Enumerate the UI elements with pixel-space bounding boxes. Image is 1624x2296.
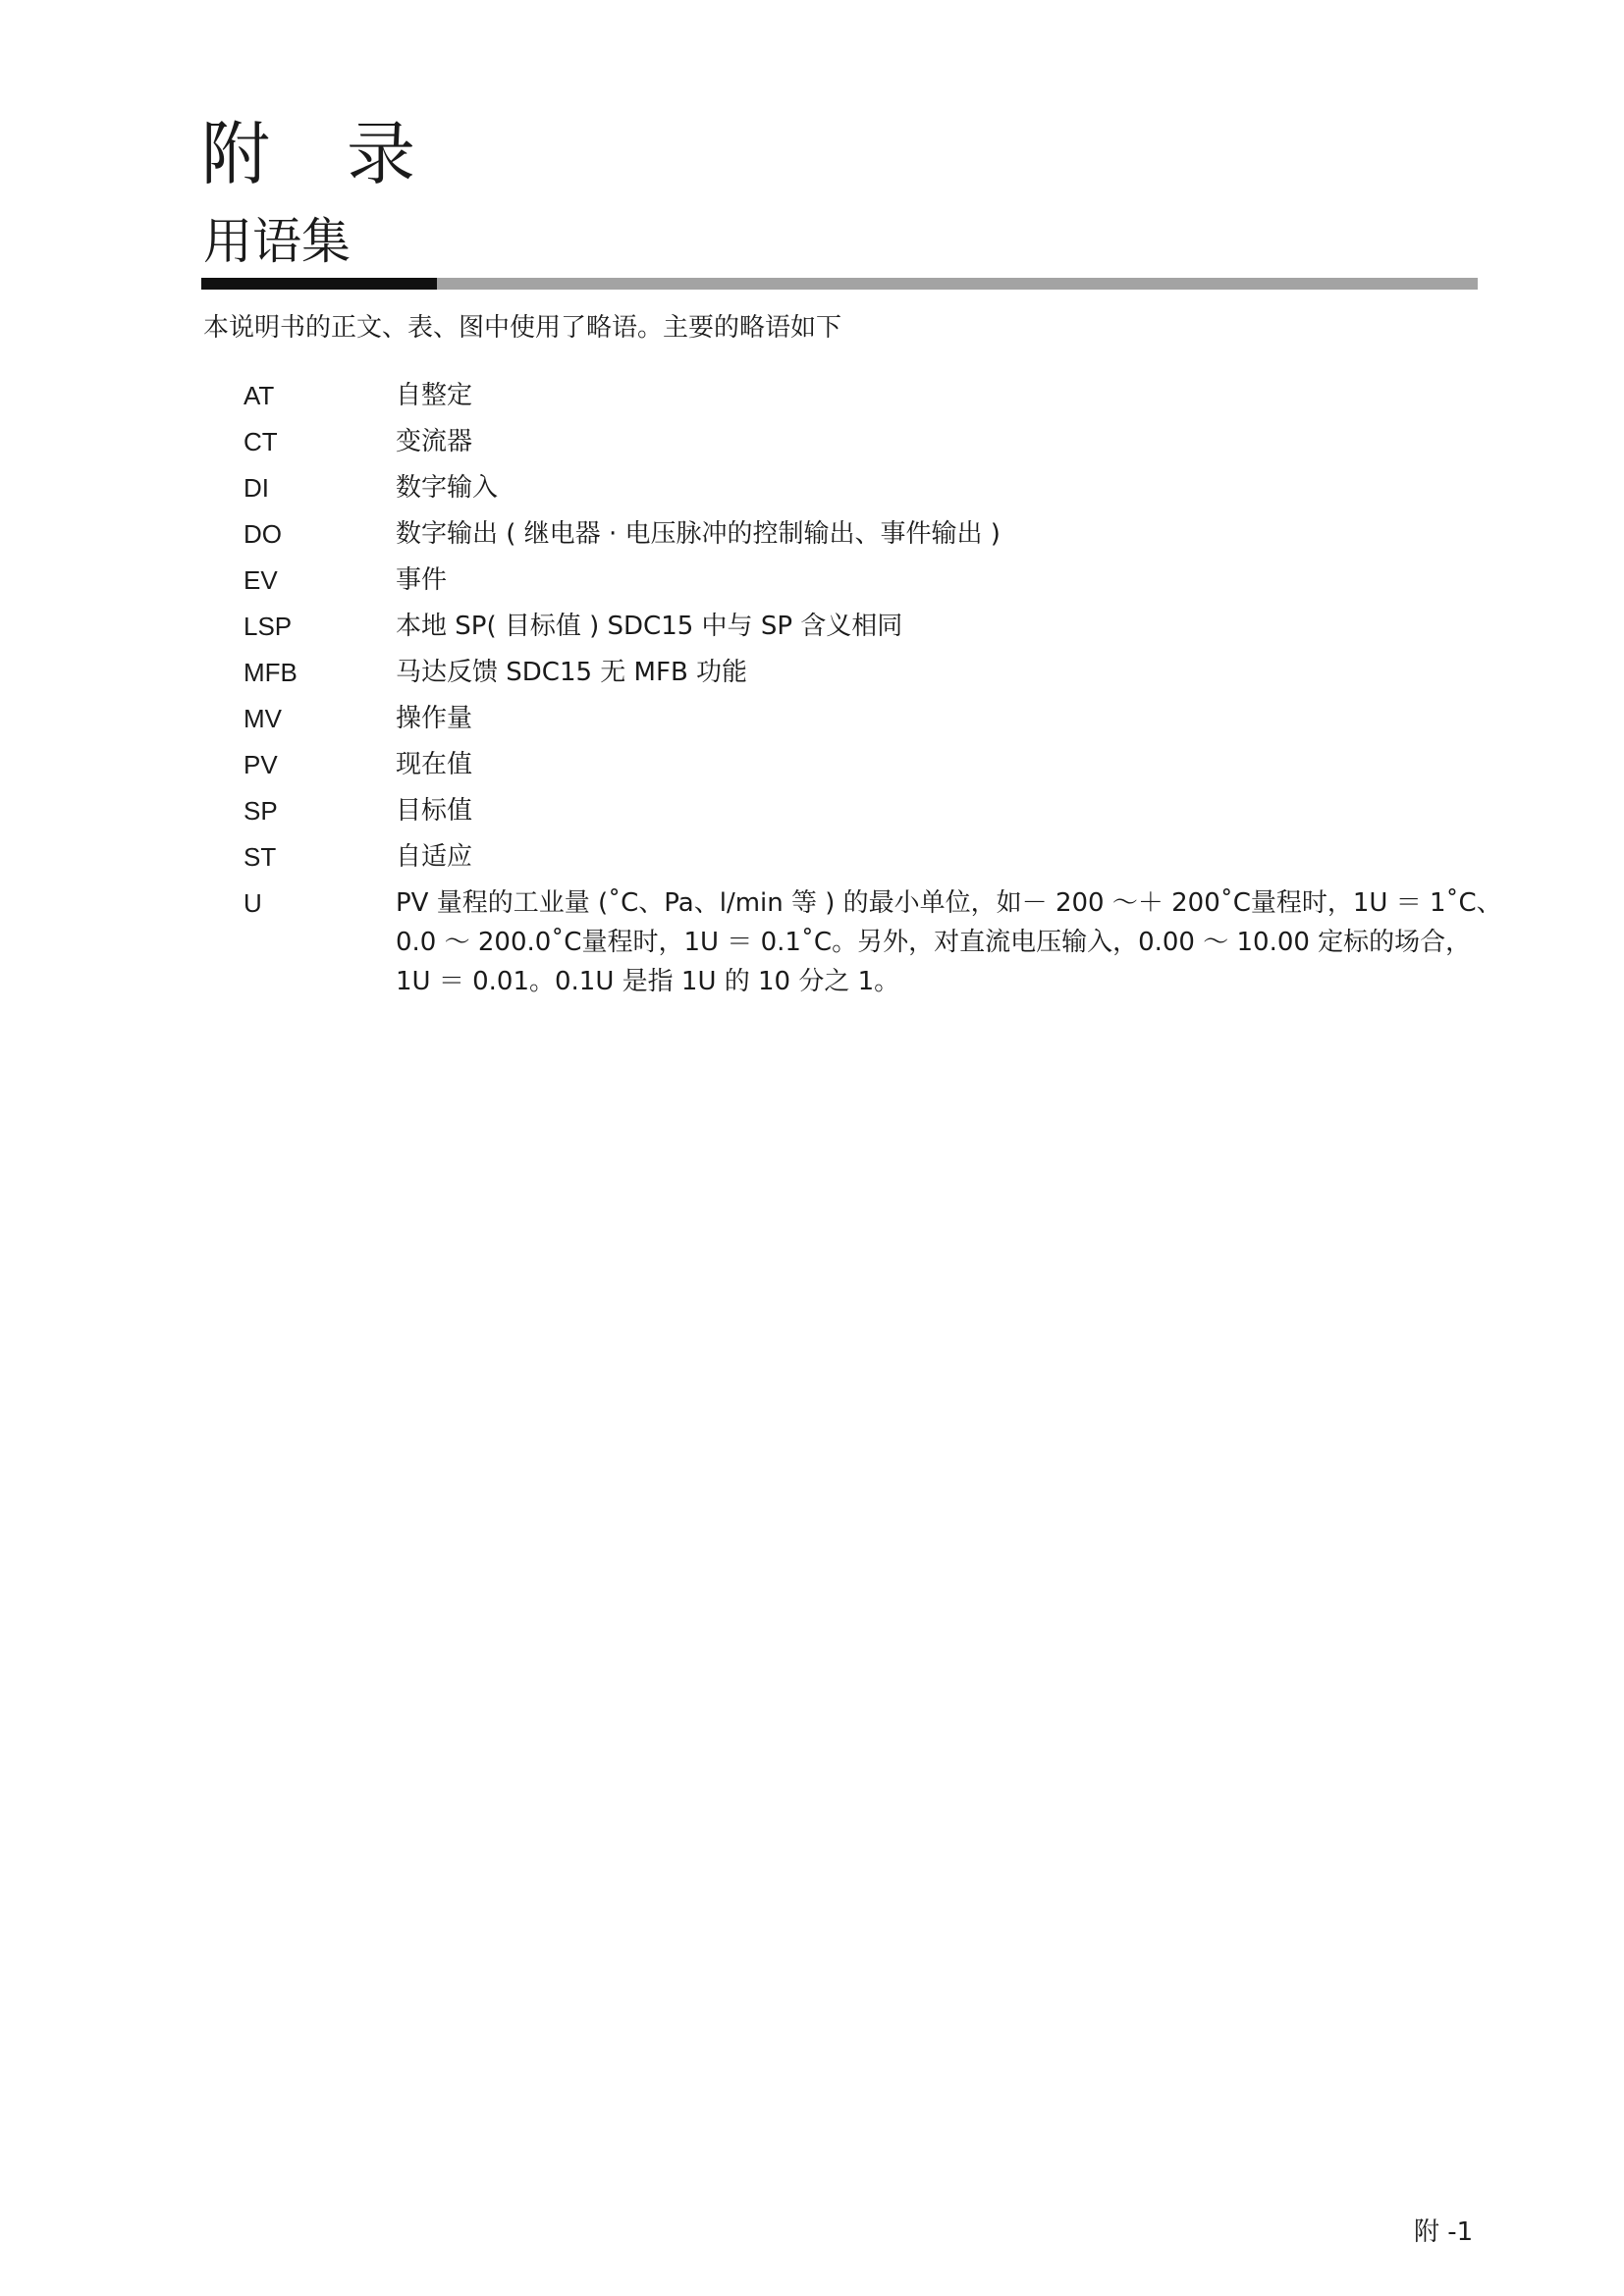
glossary-term: DI [244, 473, 269, 503]
glossary-row-u [244, 883, 1502, 1001]
glossary-term: EV [244, 565, 278, 595]
glossary-definition: 自整定 [396, 381, 473, 410]
glossary-definition: 数字输出 ( 继电器 · 电压脉冲的控制输出、事件输出 ) [396, 519, 1001, 549]
glossary-row-di [244, 468, 1490, 507]
glossary-list [244, 376, 1502, 1008]
glossary-definition: 变流器 [396, 427, 473, 456]
glossary-row-do [244, 514, 1490, 554]
glossary-definition: 自适应 [396, 842, 473, 872]
glossary-row-ct [244, 422, 1490, 461]
glossary-term: AT [244, 381, 275, 410]
glossary-definition: 数字输入 [396, 473, 499, 503]
intro-text: 本说明书的正文、表、图中使用了略语。主要的略语如下 [203, 313, 842, 343]
glossary-definition-line: 0.0 ～ 200.0˚C量程时，1U ＝ 0.1˚C。另外，对直流电压输入，0.00 ～ 10.00 定标的场合， [396, 928, 1472, 957]
glossary-definition: 目标值 [396, 796, 473, 826]
glossary-definition-line: 1U ＝ 0.01。0.1U 是指 1U 的 10 分之 1。 [396, 967, 900, 996]
glossary-term: MFB [244, 658, 298, 687]
glossary-term: DO [244, 519, 282, 549]
glossary-row-ev [244, 561, 1490, 600]
glossary-row-mfb [244, 653, 1490, 692]
glossary-definition: 本地 SP( 目标值 ) SDC15 中与 SP 含义相同 [396, 612, 903, 641]
section-divider-accent [201, 278, 437, 290]
glossary-row-lsp [244, 607, 1490, 646]
section-title: 用语集 [203, 213, 351, 270]
glossary-row-pv [244, 745, 1490, 784]
glossary-row-sp [244, 791, 1490, 830]
glossary-definition-line: PV 量程的工业量 (˚C、Pa、l/min 等 ) 的最小单位，如－ 200 ～＋ 200˚C量程时，1U ＝ 1˚C、 [396, 888, 1502, 918]
glossary-definition [396, 883, 1502, 1001]
glossary-term: U [244, 888, 262, 918]
glossary-term: ST [244, 842, 277, 872]
glossary-definition: 现在值 [396, 750, 473, 779]
section-divider-bar [437, 278, 1478, 290]
glossary-definition: 操作量 [396, 704, 473, 733]
glossary-term: CT [244, 427, 278, 456]
glossary-term: LSP [244, 612, 293, 641]
glossary-term: SP [244, 796, 278, 826]
glossary-term: MV [244, 704, 282, 733]
chapter-title: 附 录 [201, 114, 419, 194]
glossary-definition: 事件 [396, 565, 448, 595]
glossary-term: PV [244, 750, 278, 779]
glossary-row-at [244, 376, 1490, 415]
glossary-row-mv [244, 699, 1490, 738]
section-divider [201, 278, 1478, 290]
page-number: 附 -1 [1414, 2217, 1474, 2247]
glossary-row-st [244, 837, 1490, 877]
glossary-definition: 马达反馈 SDC15 无 MFB 功能 [396, 658, 748, 687]
